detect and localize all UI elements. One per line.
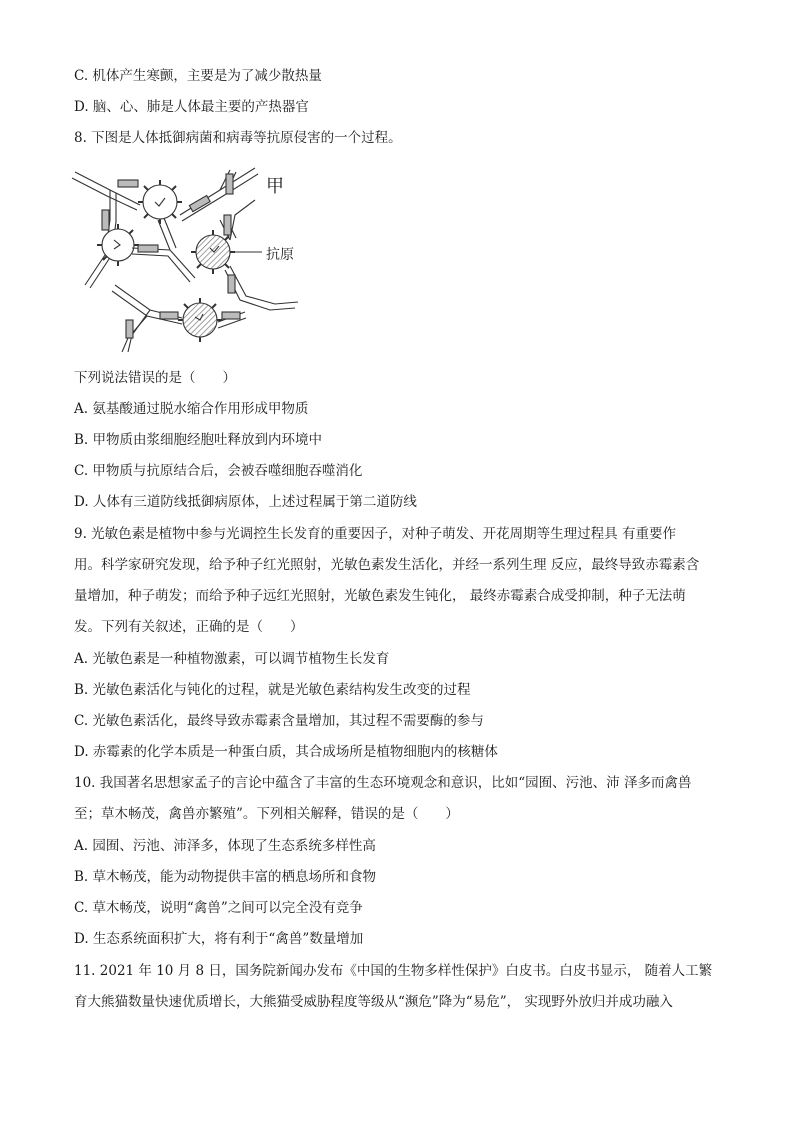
antibody-antigen-figure bbox=[70, 160, 310, 355]
option-d-q9: D. 赤霉素的化学本质是一种蛋白质，其合成场所是植物细胞内的核糖体 bbox=[74, 744, 498, 760]
label-jia: 甲 bbox=[266, 176, 284, 197]
option-b-q10: B. 草木畅茂，能为动物提供丰富的栖息场所和食物 bbox=[74, 869, 377, 885]
question-11-stem-line-1: 11. 2021 年 10 月 8 日，国务院新闻办发布《中国的生物多样性保护》白皮书。白皮书显示， 随着人工繁 bbox=[74, 963, 713, 979]
question-9-stem-line-1: 9. 光敏色素是植物中参与光调控生长发育的重要因子，对种子萌发、开花周期等生理过程具 有重要作 bbox=[74, 526, 676, 542]
option-c-q8: C. 甲物质与抗原结合后，会被吞噬细胞吞噬消化 bbox=[74, 463, 363, 479]
option-d-q7: D. 脑、心、肺是人体最主要的产热器官 bbox=[74, 99, 309, 115]
option-c-q9: C. 光敏色素活化，最终导致赤霉素含量增加，其过程不需要酶的参与 bbox=[74, 713, 484, 729]
option-c-q10: C. 草木畅茂，说明“禽兽”之间可以完全没有竞争 bbox=[74, 900, 363, 916]
question-8-prompt: 下列说法错误的是（ ） bbox=[74, 370, 236, 386]
question-11-stem-line-2: 育大熊猫数量快速优质增长，大熊猫受威胁程度等级从“濒危”降为“易危”， 实现野外放归并成功融入 bbox=[74, 994, 673, 1010]
label-antigen: 抗原 bbox=[266, 247, 294, 263]
question-9-stem-line-4: 发。下列有关叙述，正确的是（ ） bbox=[74, 619, 304, 635]
question-8-stem: 8. 下图是人体抵御病菌和病毒等抗原侵害的一个过程。 bbox=[74, 130, 402, 146]
option-b-q9: B. 光敏色素活化与钝化的过程，就是光敏色素结构发生改变的过程 bbox=[74, 682, 471, 698]
question-9-stem-line-2: 用。科学家研究发现，给予种子红光照射，光敏色素发生活化，并经一系列生理 反应，最终导致赤霉素含 bbox=[74, 557, 700, 573]
option-c-q7: C. 机体产生寒颤，主要是为了减少散热量 bbox=[74, 68, 322, 84]
option-a-q9: A. 光敏色素是一种植物激素，可以调节植物生长发育 bbox=[74, 651, 390, 667]
question-9-stem-line-3: 量增加，种子萌发；而给予种子远红光照射，光敏色素发生钝化， 最终赤霉素合成受抑制，种子无法萌 bbox=[74, 588, 686, 604]
question-10-stem-line-1: 10. 我国著名思想家孟子的言论中蕴含了丰富的生态环境观念和意识，比如“园囿、污池、沛 泽多而禽兽 bbox=[74, 775, 692, 791]
option-d-q10: D. 生态系统面积扩大，将有利于“禽兽”数量增加 bbox=[74, 931, 364, 947]
option-a-q8: A. 氨基酸通过脱水缩合作用形成甲物质 bbox=[74, 401, 309, 417]
option-d-q8: D. 人体有三道防线抵御病原体，上述过程属于第二道防线 bbox=[74, 494, 417, 510]
option-b-q8: B. 甲物质由浆细胞经胞吐释放到内环境中 bbox=[74, 432, 323, 448]
question-10-stem-line-2: 至；草木畅茂，禽兽亦繁殖”。下列相关解释，错误的是（ ） bbox=[74, 806, 459, 822]
option-a-q10: A. 园囿、污池、沛泽多，体现了生态系统多样性高 bbox=[74, 838, 376, 854]
